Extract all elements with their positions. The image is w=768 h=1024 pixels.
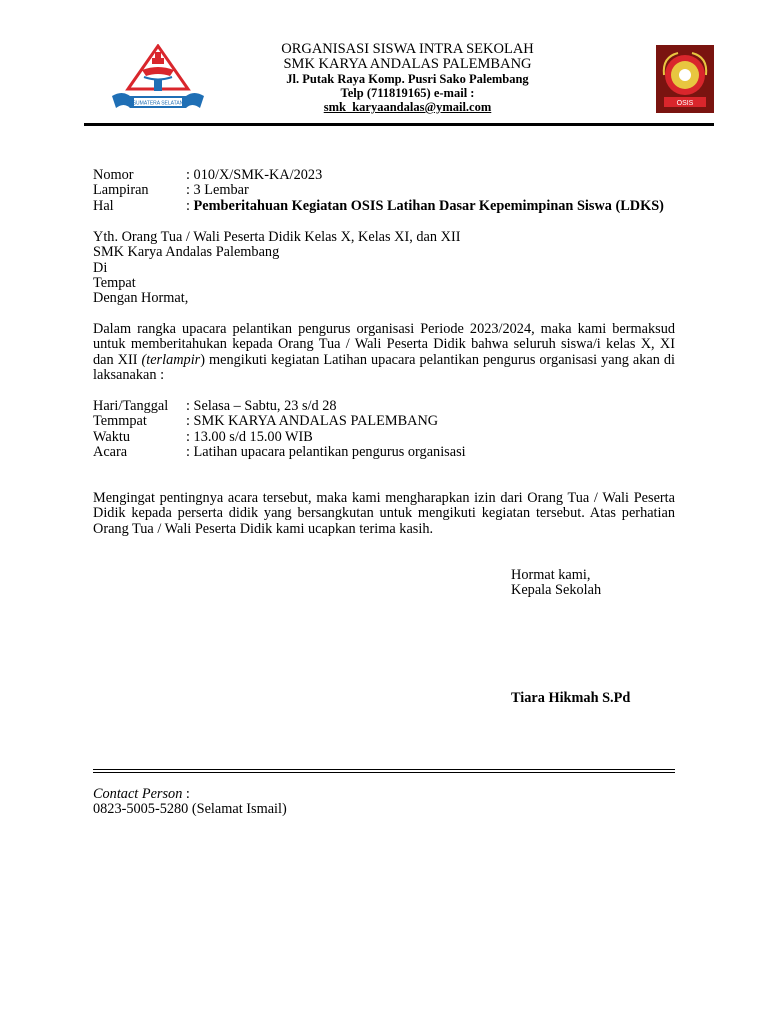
nomor-value: : 010/X/SMK-KA/2023 <box>186 167 323 183</box>
school-name: SMK KARYA ANDALAS PALEMBANG <box>283 56 532 72</box>
hari-value: : Selasa – Sabtu, 23 s/d 28 <box>186 398 337 414</box>
waktu-label: Waktu <box>93 428 130 445</box>
paragraph-intro-text-end: ) mengikuti kegiatan Latihan upacara pelantikan pengurus organisasi yang akan di laksanakan : <box>93 351 675 383</box>
province-logo <box>108 44 208 116</box>
lampiran-label: Lampiran <box>93 182 149 199</box>
paragraph-intro-text: Dalam rangka upacara pelantikan pengurus organisasi Periode 2023/2024, maka kami bermaksud untuk memberitahukan kepada Orang Tua / Wali Peserta Didik bahwa seluruh siswa/i kelas X, XI dan XII <box>93 321 675 368</box>
recipient-line: Yth. Orang Tua / Wali Peserta Didik Kelas X, Kelas XI, dan XII <box>93 229 461 245</box>
logo-ribbon-text: SUMATERA SELATAN <box>132 100 184 107</box>
letter-meta <box>93 168 664 214</box>
osis-logo-text: OSIS <box>676 100 694 107</box>
recipient-tempat: Tempat <box>93 274 136 291</box>
hal-colon: : <box>186 197 194 214</box>
hal-label: Hal <box>93 197 114 214</box>
waktu-value: : 13.00 s/d 15.00 WIB <box>186 428 313 445</box>
recipient-di: Di <box>93 259 108 276</box>
recipient-school: SMK Karya Andalas Palembang <box>93 244 280 261</box>
signer-title: Kepala Sekolah <box>511 582 602 599</box>
contact-block <box>93 787 287 818</box>
contact-value: 0823-5005-5280 (Selamat Ismail) <box>93 801 287 818</box>
paragraph-closing: Mengingat pentingnya acara tersebut, maka kami mengharapkan izin dari Orang Tua / Wali Peserta Didik kepada perserta didik yang bersangkutan untuk mengikuti kegiatan tersebut. Atas perhatian Orang Tua / Wali Peserta Didik kami ucapkan terima kasih. <box>93 490 675 537</box>
signature-block <box>511 568 601 599</box>
lampiran-value: : 3 Lembar <box>186 182 249 199</box>
recipient-block <box>93 230 460 306</box>
school-email-link[interactable]: smk_karyaandalas@ymail.com <box>323 100 492 114</box>
org-name: ORGANISASI SISWA INTRA SEKOLAH <box>281 41 534 57</box>
footer-divider-bottom <box>93 772 675 773</box>
osis-logo <box>656 45 714 113</box>
event-details <box>93 399 466 460</box>
contact-colon: : <box>182 786 190 802</box>
school-address: Jl. Putak Raya Komp. Pusri Sako Palembang <box>286 72 529 86</box>
footer-divider-top <box>93 769 675 770</box>
tempat-label: Temmpat <box>93 413 147 430</box>
letterhead-divider <box>84 123 714 126</box>
nomor-label: Nomor <box>93 167 134 183</box>
greeting: Dengan Hormat, <box>93 290 189 307</box>
hari-label: Hari/Tanggal <box>93 398 169 414</box>
paragraph-intro <box>93 322 675 383</box>
closing-salutation: Hormat kami, <box>511 567 591 583</box>
paragraph-intro-italic: (terlampir <box>141 351 201 368</box>
school-phone: Telp (711819165) e-mail : <box>340 86 475 100</box>
signer-name: Tiara Hikmah S.Pd <box>511 690 631 706</box>
acara-value: : Latihan upacara pelantikan pengurus organisasi <box>186 443 466 460</box>
hal-value: Pemberitahuan Kegiatan OSIS Latihan Dasar Kepemimpinan Siswa (LDKS) <box>193 197 664 214</box>
letterhead <box>230 42 585 114</box>
acara-label: Acara <box>93 443 128 460</box>
contact-label: Contact Person <box>93 786 183 802</box>
tempat-value: : SMK KARYA ANDALAS PALEMBANG <box>186 413 439 430</box>
